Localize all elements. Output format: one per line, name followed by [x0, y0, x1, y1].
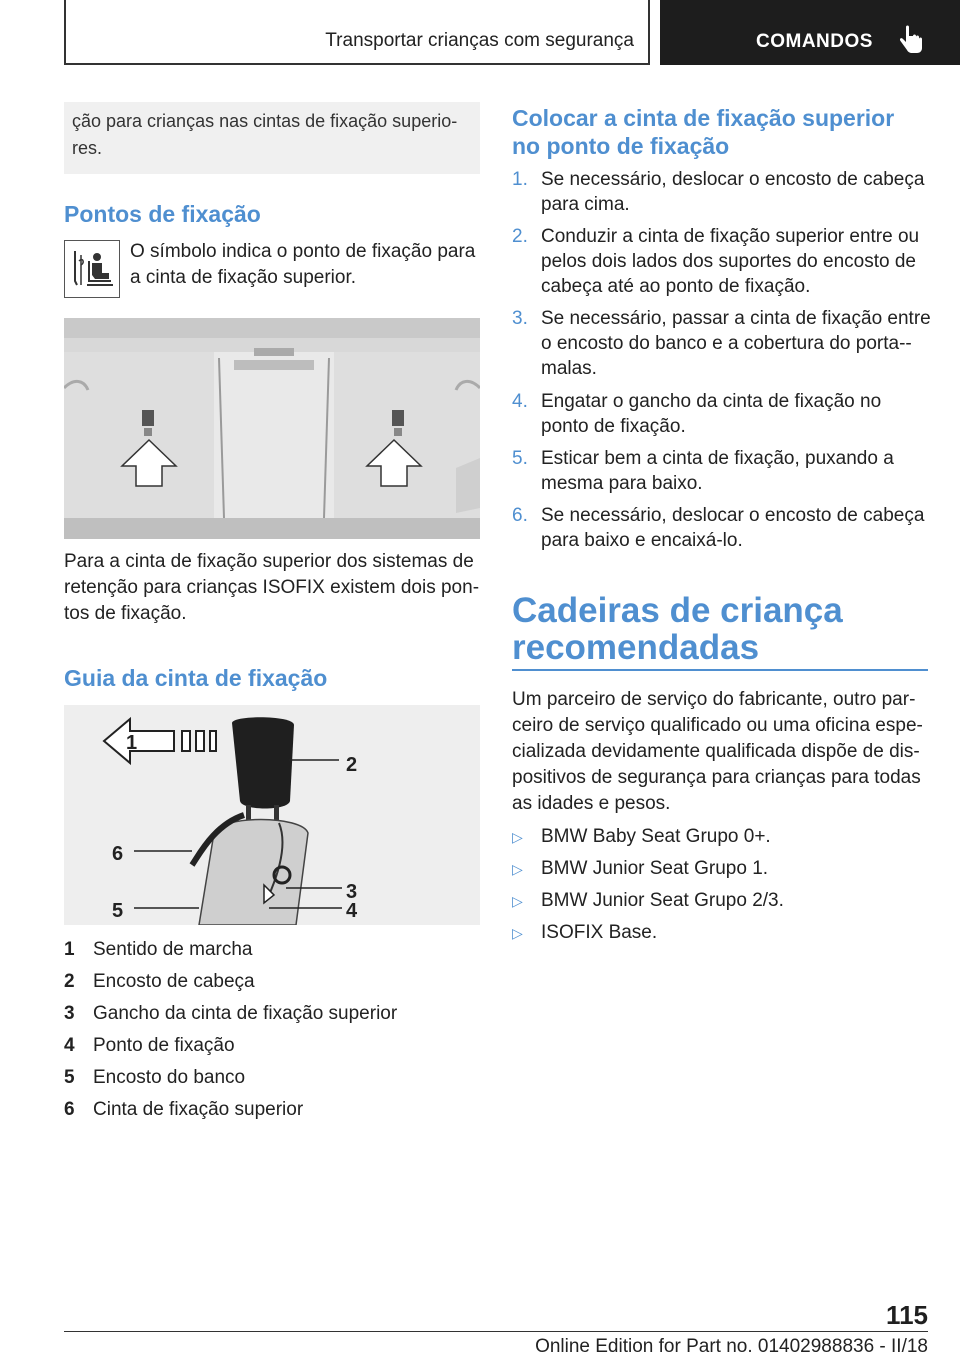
step-num: 2. — [512, 226, 528, 247]
step-num: 6. — [512, 505, 528, 526]
step-text: Se necessário, deslocar o encosto de cabeça para cima. — [541, 169, 925, 215]
callout-2: 2 — [346, 754, 358, 776]
edition-text: Online Edition for Part no. 01402988836 - II/18 — [535, 1336, 928, 1357]
strap-guide-diagram — [64, 705, 480, 925]
step-num: 4. — [512, 391, 528, 412]
step-text: Esticar bem a cinta de fixação, puxando a mesma para baixo. — [541, 448, 894, 494]
legend-num: 3 — [64, 1003, 75, 1024]
legend-text: Ponto de fixação — [93, 1035, 235, 1056]
triangle-bullet-icon: ▷ — [512, 925, 523, 941]
legend-text: Sentido de marcha — [93, 939, 253, 960]
triangle-bullet-icon: ▷ — [512, 861, 523, 877]
child-seat-anchor-icon — [64, 240, 120, 298]
section-tab[interactable] — [660, 0, 960, 65]
chapter-title: Transportar crianças com segurança — [325, 30, 634, 51]
pointing-hand-icon — [898, 25, 924, 55]
triangle-bullet-icon: ▷ — [512, 829, 523, 845]
callout-5: 5 — [112, 900, 124, 922]
section-heading-attach-strap: Colocar a cinta de fixação superior no ponto de fixação — [512, 105, 895, 159]
footer-rule — [64, 1331, 928, 1332]
triangle-bullet-icon: ▷ — [512, 893, 523, 909]
legend-num: 6 — [64, 1099, 75, 1120]
list-item-text: BMW Baby Seat Grupo 0+. — [541, 826, 771, 847]
trunk-anchor-points-photo — [64, 318, 480, 539]
legend-text: Encosto do banco — [93, 1067, 246, 1088]
symbol-description: O símbolo indica o ponto de fixação para a cinta de fixação superior. — [130, 241, 476, 288]
section-heading-anchor-points: Pontos de fixação — [64, 201, 261, 227]
legend-num: 4 — [64, 1035, 75, 1056]
legend-text: Gancho da cinta de fixação superior — [93, 1003, 398, 1024]
legend-num: 5 — [64, 1067, 75, 1088]
step-num: 3. — [512, 308, 528, 329]
step-num: 1. — [512, 169, 528, 190]
step-text: Conduzir a cinta de fixação superior entre ou pelos dois lados dos suportes do encosto de cabeça até ao ponto de fixação. — [541, 226, 920, 297]
page-number: 115 — [886, 1300, 928, 1330]
chapter-heading-recommended-seats: Cadeiras de criança recomendadas — [512, 591, 843, 667]
list-item-text: ISOFIX Base. — [541, 922, 658, 943]
list-item-text: BMW Junior Seat Grupo 2/3. — [541, 890, 784, 911]
callout-1: 1 — [126, 732, 138, 754]
legend-num: 1 — [64, 939, 75, 960]
step-text: Engatar o gancho da cinta de fixação no ponto de fixação. — [541, 391, 882, 437]
heading-rule — [512, 669, 928, 671]
callout-3: 3 — [346, 881, 358, 903]
callout-6: 6 — [112, 843, 124, 865]
callout-4: 4 — [346, 900, 358, 922]
anchor-points-paragraph: Para a cinta de fixação superior dos sistemas de retenção para crianças ISOFIX existem dois pon-tos de fixação. — [64, 551, 480, 624]
step-text: Se necessário, passar a cinta de fixação entre o encosto do banco e a cobertura do porta--malas. — [541, 308, 931, 379]
list-item-text: BMW Junior Seat Grupo 1. — [541, 858, 769, 879]
legend-text: Encosto de cabeça — [93, 971, 255, 992]
legend-num: 2 — [64, 971, 75, 992]
recommended-seats-paragraph: Um parceiro de serviço do fabricante, outro par-ceiro de serviço qualificado ou uma oficina espe-cializada devidamente qualificada dispõe de dis-positivos de segurança para crianças para todas as idades e pesos. — [512, 689, 923, 814]
section-tab-label: COMANDOS — [756, 31, 873, 52]
header-chapter-box — [64, 0, 650, 65]
step-text: Se necessário, deslocar o encosto de cabeça para baixo e encaixá-lo. — [541, 505, 925, 551]
step-num: 5. — [512, 448, 528, 469]
legend-text: Cinta de fixação superior — [93, 1099, 304, 1120]
section-heading-strap-guide: Guia da cinta de fixação — [64, 665, 328, 691]
continued-note: ção para crianças nas cintas de fixação superio-res. — [64, 102, 480, 174]
